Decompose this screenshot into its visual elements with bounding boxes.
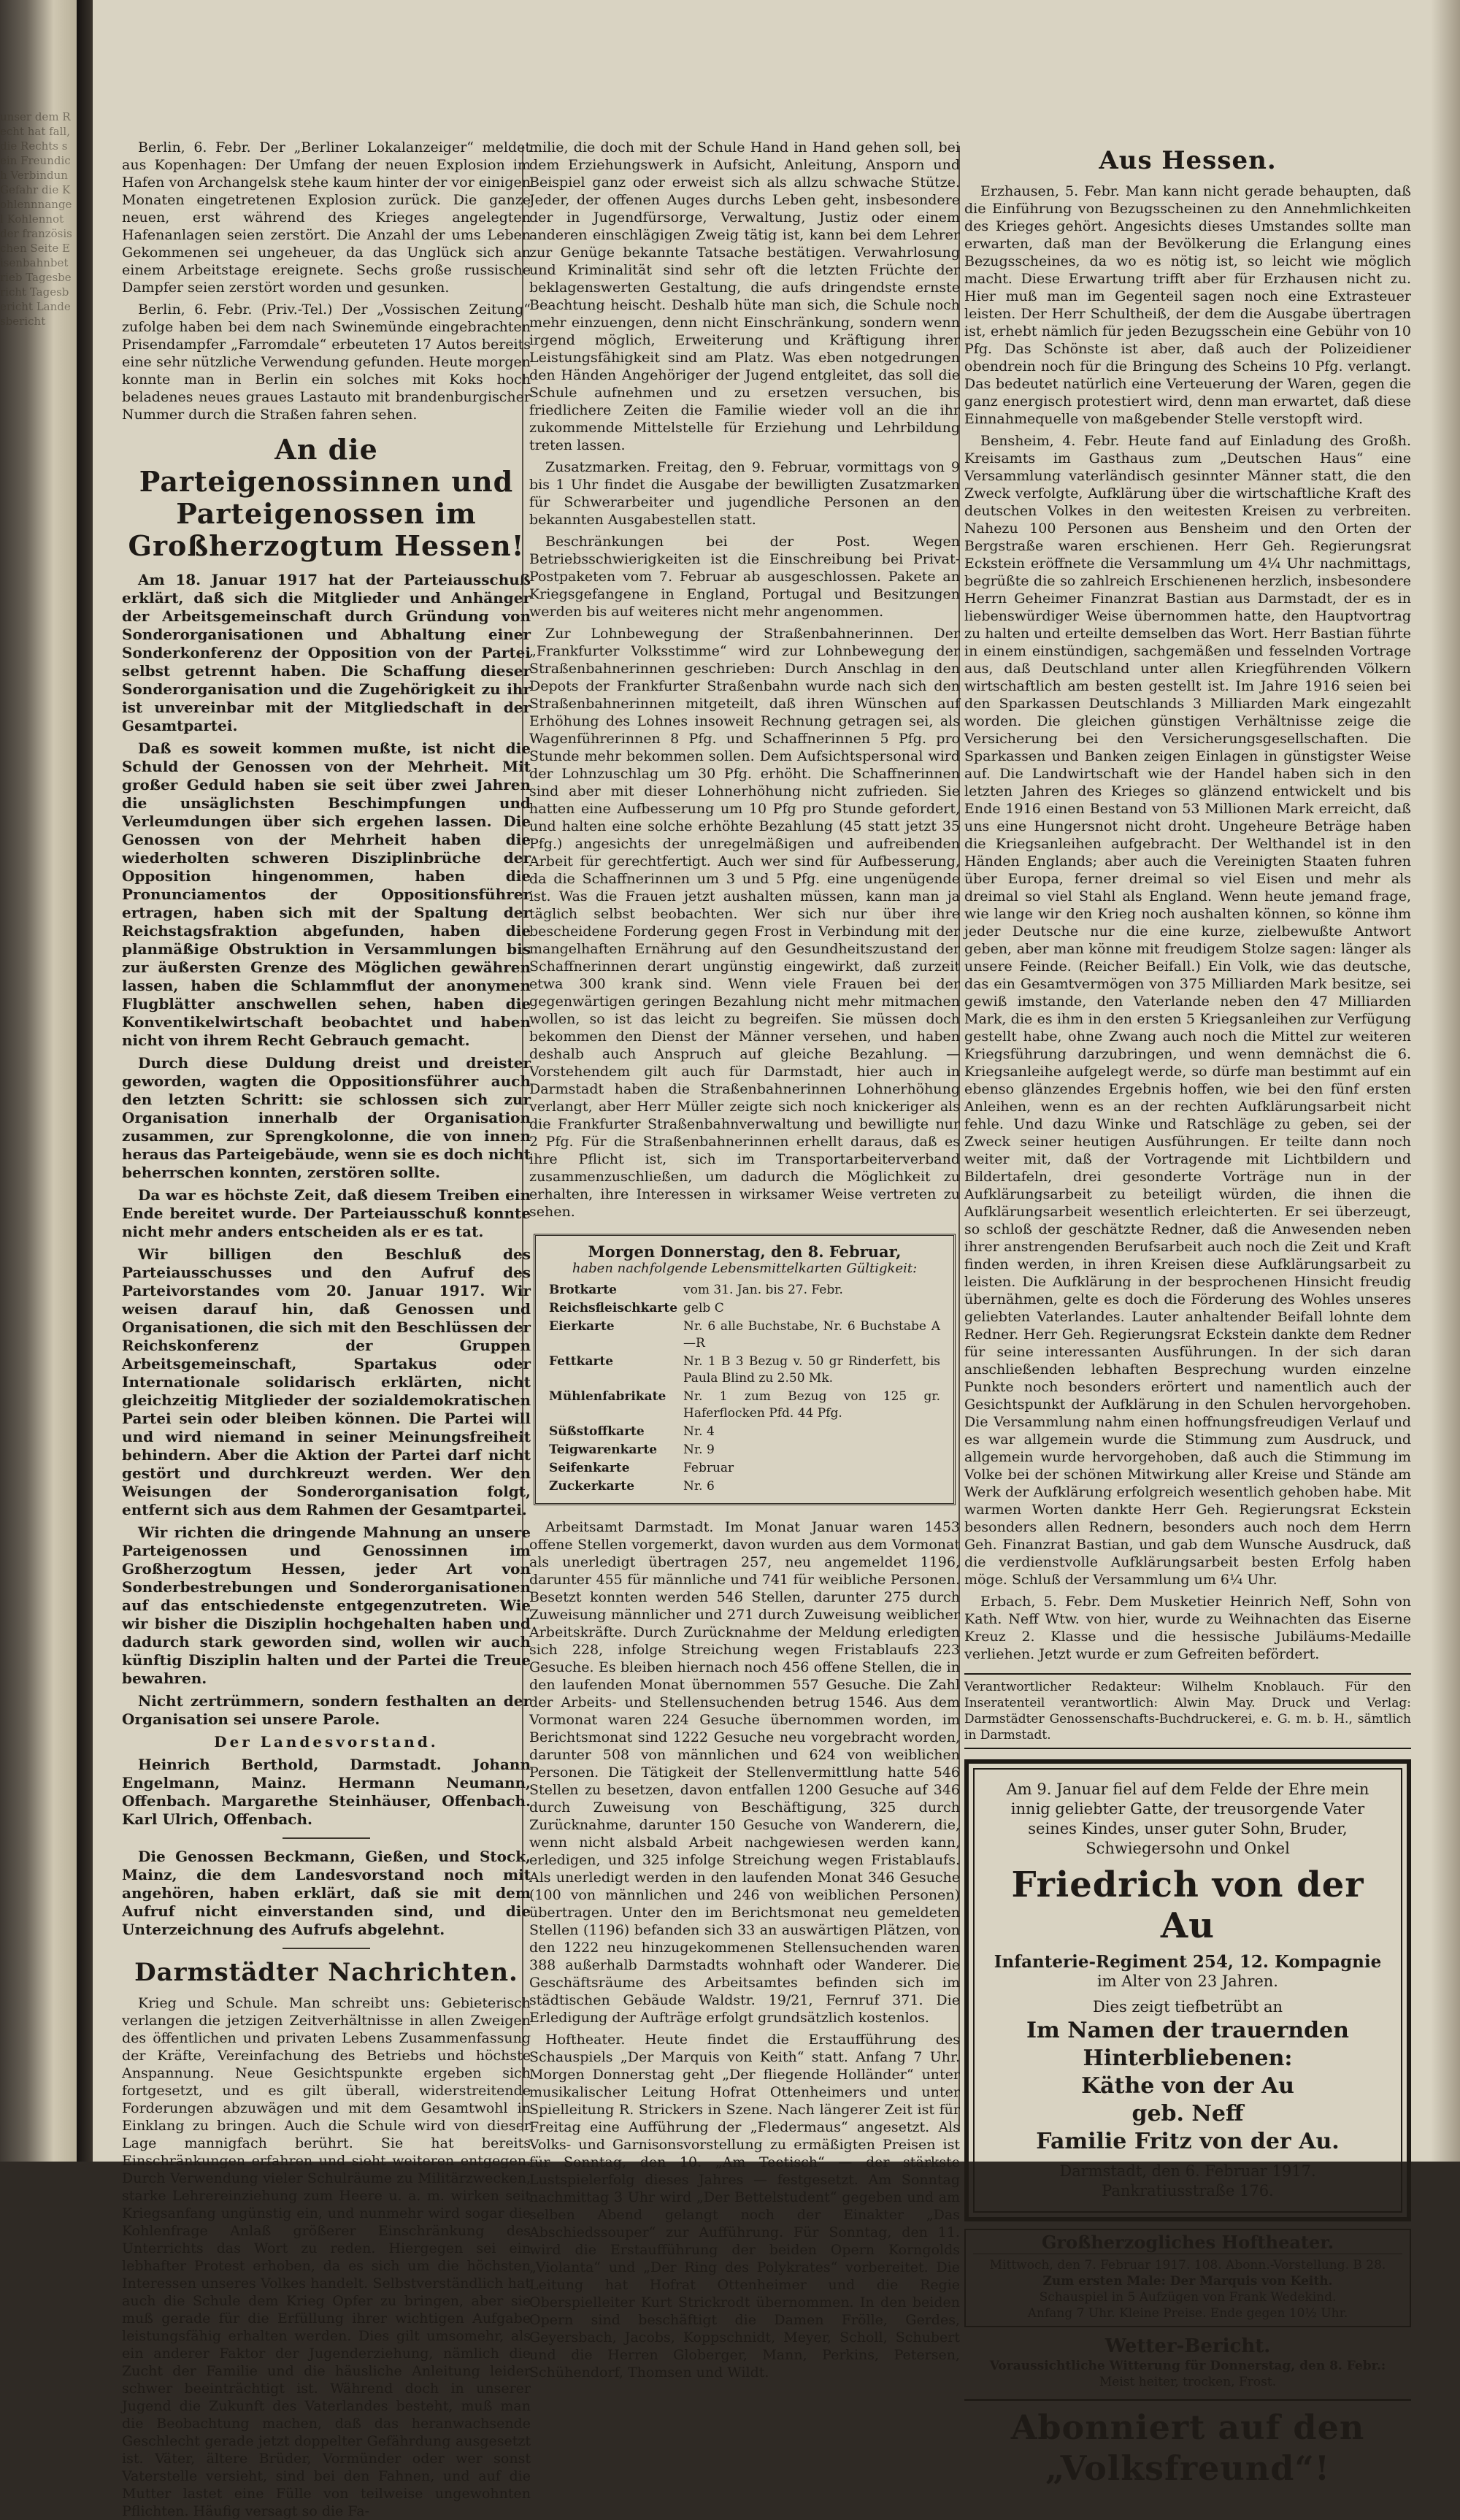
ration-card-validity: Nr. 4 (683, 1424, 715, 1439)
appeal-signature-head: Der Landesvorstand. (214, 1733, 439, 1751)
adjacent-page-spine (0, 0, 77, 2162)
section-heading-darmstadt: Darmstädter Nachrichten. (134, 1958, 518, 1987)
death-notice (964, 1759, 1411, 2221)
ration-card-validity: vom 31. Jan. bis 27. Febr. (683, 1283, 843, 1297)
ration-card-name: Mühlenfabrikate (549, 1389, 666, 1404)
article-arbeitsamt: Arbeitsamt Darmstadt. Im Monat Januar waren 1453 offene Stellen vorgemerkt, davon wurden aus dem Vormonat als unerledigt übertragen 257, neu angemeldet 1196, darunter 455 für männliche und 741 für weibliche Personen. Besetzt konnten werden 546 Stellen, darunter 275 durch Zuweisung männlicher und 271 durch Zuweisung weiblicher Arbeitskräfte. Durch Zurücknahme der Meldung erledigten sich 228, infolge Streichung wegen Fristablaufs 223 Gesuche. Es bleiben hiernach noch 456 offene Stellen, die in den laufenden Monat übernommen 557 Gesuche. Die Zahl der Arbeits- und Stellensuchenden betrug 1546. Aus dem Vormonat waren 224 Gesuche übernommen worden, im Berichtsmonat sind 1222 Gesuche neu vorgebracht worden, darunter 508 von männlichen und 624 von weiblichen Personen. Die Tätigkeit der Stellenvermittlung hatte 546 Stellen zu besetzen, davon entfallen 1200 Gesuche auf 346 durch Zuweisung von Beschäftigung, 325 durch Zurücknahme, darunter 150 Gesuche von Wanderern, die, wenn nicht alsbald Arbeit nachgewiesen werden kann, erledigen, und 325 infolge Streichung wegen Fristablaufs. Als unerledigt werden in den laufenden Monat 346 Gesuche (100 von männlichen und 246 von weiblichen Personen) übertragen. Unter den im Berichtsmonat neu gemeldeten Stellen (1196) befanden sich 33 an auswärtigen Plätzen, von den 1222 neu hinzugekommenen Stellensuchenden waren 388 außerhalb Darmstadts wohnhaft oder Wanderer. Die Geschäftsräume des Arbeitsamtes befinden sich im städtischen Gebäude Waldstr. 19/21, Fernruf 371. Die Erledigung der Aufträge erfolgt grundsätzlich kostenlos. (529, 1519, 960, 2026)
death-regiment: Infanterie-Regiment 254, 12. Kompagnie (994, 1952, 1382, 1972)
ration-row (546, 1299, 943, 1318)
theater-play: Zum ersten Male: Der Marquis von Keith. (1042, 2274, 1333, 2289)
ration-card-name: Süßstoffkarte (549, 1424, 645, 1439)
ration-card-name: Brotkarte (549, 1283, 617, 1297)
appeal-signatures: Heinrich Berthold, Darmstadt. Johann Engelmann, Mainz. Hermann Neumann, Offenbach. Margarethe Steinhäuser, Offenbach. Karl Ulrich, Offenbach. (122, 1756, 531, 1828)
appeal-paragraph: Daß es soweit kommen mußte, ist nicht die Schuld der Genossen von der Mehrheit. Mit großer Geduld haben sie seit über zwei Jahren die unsäglichsten Beschimpfungen und Verleumdungen über sich ergehen lassen. Die Genossen von der Mehrheit haben die wiederholten schweren Disziplinbrüche der Opposition hingenommen, haben die Pronunciamentos der Oppositionsführer ertragen, haben sich mit der Spaltung der Reichstagsfraktion abgefunden, haben die planmäßige Obstruktion in Versammlungen bis zur äußersten Grenze des Möglichen gewähren lassen, haben die Schlammflut der anonymen Flugblätter anschwellen sehen, haben die Konventikelwirtschaft beobachtet und haben nicht von ihrem Recht Gebrauch gemacht. (122, 740, 531, 1049)
appeal-body (122, 571, 531, 1939)
theater-title: Großherzogliches Hoftheater. (973, 2235, 1402, 2254)
weather-report (964, 2335, 1411, 2390)
subscription-slogan: Abonniert auf den „Volksfreund“! (964, 2399, 1411, 2489)
weather-forecast: Meist heiter, trocken, Frost. (1099, 2375, 1277, 2389)
divider (283, 1948, 370, 1949)
ration-card-validity: Nr. 1 zum Bezug von 125 gr. Haferflocken Pfd. 44 Pfg. (683, 1389, 940, 1421)
article-krieg-und-schule: Krieg und Schule. Man schreibt uns: Gebieterisch verlangen die jetzigen Zeitverhältnisse in allen Zweigen des öffentlichen und privaten Lebens Zusammenfassung der Kräfte, Vereinfachung des Betriebs und höchste Anspannung. Neue Gesichtspunkte ergeben sich fortgesetzt, und es gilt überall, widerstreitende Forderungen abzuwägen und mit dem Gesamtwohl in Einklang zu bringen. Auch die Schule wird von dieser Lage mannigfach berührt. Sie hat bereits Einschränkungen erfahren und sieht weiteren entgegen. Durch Verwendung vieler Schulräume zu Militärzwecken, starke Lehrereinziehung zum Heere u. a. m. wirken seit Kriegsanfang ungünstig ein, und nunmehr wird sogar die Kohlenfrage Anlaß größerer Einschränkung des Unterrichts das Wort zu reden. Hiergegen sei ein lebhafter Protest erhoben, da es sich um die höchsten Interessen unseres Volkes handelt. Selbstverständlich hat auch die Schule dem Krieg Opfer zu bringen, aber sie muß gerade für die Erfüllung ihrer wichtigen Aufgabe leistungsfähig erhalten werden. Dies gilt umsomehr, als ein anderer Faktor der Jugenderziehung, nämlich die Zucht der Familie und die häusliche Anleitung leider schwer beeinträchtigt ist. Während doch in unserer Jugend die Zukunft des Vaterlandes besteht, muß man die Beobachtung machen, daß das heranwachsende Geschlecht gerade jetzt doppelter Gefährdung ausgesetzt ist. Väter, ältere Brüder, Vormünder oder wer sonst Vaterstelle versieht, sind bei den Fahnen, und auf die Mutter lastet eine Fülle von teilweise ungewohnten Pflichten. Häufig versagt so die Fa- (122, 1995, 531, 2519)
ration-card-name: Zuckerkarte (549, 1479, 635, 1494)
death-place-date: Darmstadt, den 6. Februar 1917. (1059, 2162, 1316, 2180)
theater-ad (964, 2229, 1411, 2327)
ration-box-subtitle: haben nachfolgende Lebensmittelkarten Gültigkeit: (572, 1261, 918, 1276)
weather-forecast-date: Voraussichtliche Witterung für Donnerstag, den 8. Febr.: (989, 2359, 1386, 2373)
appeal-note: Die Genossen Beckmann, Gießen, und Stock, Mainz, die dem Landesvorstand noch mit angehören, haben erklärt, daß sie mit dem Aufruf nicht einverstanden sind, und die Unterzeichnung des Aufrufs abgelehnt. (122, 1848, 531, 1938)
divider (283, 1837, 370, 1839)
ration-card-name: Reichsfleischkarte (549, 1301, 678, 1315)
appeal-paragraph: Nicht zertrümmern, sondern festhalten an der Organisation sei unsere Parole. (122, 1692, 531, 1728)
ration-card-validity: Nr. 6 (683, 1479, 715, 1494)
article-hoftheater: Hoftheater. Heute findet die Erstaufführung des Schauspiels „Der Marquis von Keith“ statt. Anfang 7 Uhr. Morgen Donnerstag geht „Der fliegende Holländer“ unter musikalischer Leitung Hofrat Ottenheimers und unter Spielleitung R. Strickers in Szene. Nach längerer Zeit ist für Freitag eine Aufführung der „Fledermaus“ angesetzt. Als Volks- und Garnisonsvorstellung zu ermäßigten Preisen ist für Sonntag, den 10. „Am Teetisch“ — der stärkste Lustspielerfolg dieses Jahres — festgesetzt. Am Sonntag nachmittag 3 Uhr wird „Der Bettelstudent“ gegeben und am selben Abend gelangt noch der Einakter „Das Abschiedssouper“ zur Aufführung. Für Sonntag, den 11. wird die Erstaufführung der beiden Opern Korngolds „Violanta“ und „Der Ring des Polykrates“ vorbereitet. Die Leitung hat Hofrat Ottenheimer und die Regie Oberspielleiter Kurt Strickrodt übernommen. In den beiden Opern sind beschäftigt die Damen Frölle, Gerdes, Geyersbach, Jacobs, Koppschnidt, Meyer, Scholl, Schubert und die Herren Globerger, Mann, Perkins, Petersen, Schühendorf, Thomsen und Wildt. (529, 2032, 960, 2381)
theater-date: Mittwoch, den 7. Februar 1917. 108. Abonn.-Vorstellung. B 28. (989, 2258, 1386, 2273)
death-announce: Dies zeigt tiefbetrübt an (1092, 1998, 1283, 2016)
ration-row (546, 1318, 943, 1353)
ration-card-name: Teigwarenkarte (549, 1443, 658, 1457)
appeal-paragraph: Wir billigen den Beschluß des Parteiausschusses und den Aufruf des Parteivorstandes vom 20. Januar 1917. Wir weisen darauf hin, daß Genossen und Organisationen, die sich mit den Beschlüssen der Reichskonferenz der Gruppen Arbeitsgemeinschaft, Spartakus oder Internationale solidarisch erklärten, nicht gleichzeitig Mitglieder der sozialdemokratischen Partei sein oder bleiben können. Die Partei will und wird niemand in seiner Meinungsfreiheit behindern. Aber die Aktion der Partei darf nicht gestört und durchkreuzt werden. Wer den Weisungen der Sonderorganisation folgt, entfernt sich aus dem Rahmen der Gesamtpartei. (122, 1245, 531, 1518)
appeal-paragraph: Da war es höchste Zeit, daß diesem Treiben ein Ende bereitet wurde. Der Parteiausschuß konnte nicht mehr anders entscheiden als er es tat. (122, 1186, 531, 1240)
imprint: Verantwortlicher Redakteur: Wilhelm Knoblauch. Für den Inseratenteil verantwortlich: Alwin May. Druck und Verlag: Darmstädter Genossenschafts-Buchdruckerei, e. G. m. b. H., sämtlich in Darmstadt. (964, 1673, 1411, 1749)
ration-card-validity: Nr. 9 (683, 1443, 715, 1457)
ration-row (546, 1353, 943, 1388)
ration-card-name: Eierkarte (549, 1319, 615, 1334)
column-3 (964, 139, 1411, 2488)
article-erbach: Erbach, 5. Febr. Dem Musketier Heinrich Neff, Sohn von Kath. Neff Wtw. von hier, wurde zu Weihnachten das Eiserne Kreuz 2. Klasse und die hessische Jubiläums-Medaille verliehen. Jetzt wurde er zum Gefreiten befördert. (964, 1594, 1411, 1662)
column-1 (122, 139, 531, 2519)
newspaper-page (93, 0, 1460, 2519)
binding-gutter (77, 0, 93, 2162)
death-widow: Käthe von der Au (1081, 2073, 1294, 2099)
death-family: Familie Fritz von der Au. (1036, 2129, 1340, 2154)
ration-card-validity: Nr. 1 B 3 Bezug v. 50 gr Rinderfett, bis Paula Blind zu 2.50 Mk. (683, 1354, 940, 1386)
death-street: Pankratiusstraße 176. (1102, 2182, 1274, 2200)
appeal-paragraph: Durch diese Duldung dreist und dreister geworden, wagten die Oppositionsführer auch den letzten Schritt: sie schlossen sich zur Organisation innerhalb der Organisation zusammen, zur Sprengkolonne, die von innen heraus das Parteigebäude, wenn sie es doch nicht beherrschen konnten, zerstören sollte. (122, 1054, 531, 1181)
article-strassenbahn: Zur Lohnbewegung der Straßenbahnerinnen. Der „Frankfurter Volksstimme“ wird zur Lohnbewegung der Straßenbahnerinnen geschrieben: Durch Anschlag in den Depots der Frankfurter Straßenbahn wurde nach sich den Straßenbahnerinnen mitgeteilt, daß ihren Wünschen auf Erhöhung des Lohnes insoweit Rechnung getragen sei, als Wagenführerinnen 8 Pfg. und Schaffnerinnen 5 Pfg. pro Stunde mehr bekommen sollen. Dem Aufsichtspersonal wird der Lohnzuschlag um 30 Pfg. erhöht. Die Schaffnerinnen sind aber mit dieser Lohnerhöhung nicht zufrieden. Sie hatten eine Aufbesserung um 10 Pfg pro Stunde gefordert, und halten eine solche erhöhte Bezahlung (45 statt jetzt 35 Pfg.) angesichts der unregelmäßigen und aufreibenden Arbeit für gerechtfertigt. Auch wer sind für Aufbesserung, da die Schaffnerinnen um 3 und 5 Pfg. eine ungenügende ist. Was die Frauen jetzt aushalten müssen, kann man ja täglich selbst beobachten. Wer sich nur über ihre bescheidene Forderung gegen Frost in Verbindung mit der mangelhaften Ernährung auf den Gesundheitszustand der Schaffnerinnen derart ungünstig eingewirkt, daß zurzeit etwa 300 krank sind. Wenn viele Frauen bei der gegenwärtigen geringen Bezahlung nicht mehr mitmachen wollen, so ist das leicht zu begreifen. Sie müssen doch bekommen den Dienst der Männer versehen, und haben deshalb auch Anspruch auf gleiche Bezahlung. — Vorstehendem gilt auch für Darmstadt, hier auch in Darmstadt haben die Straßenbahnerinnen Lohnerhöhung verlangt, aber Herr Müller zeigte sich noch knickeriger als die Frankfurter Straßenbahnverwaltung und bewilligte nur 2 Pfg. Für die Straßenbahnerinnen erhellt daraus, daß es ihre Pflicht ist, sich im Transportarbeiterverband zusammenzuschließen, um dadurch die Möglichkeit zu erhalten, ihre Interessen in wirksamer Weise vertreten zu sehen. (529, 626, 960, 1220)
ration-row (546, 1388, 943, 1423)
ration-card-validity: gelb C (683, 1301, 724, 1315)
ration-table (546, 1281, 943, 1496)
weather-title: Wetter-Bericht. (1104, 2335, 1271, 2357)
section-heading-hessen: Aus Hessen. (1099, 146, 1277, 175)
ration-card-box (534, 1234, 956, 1505)
article-erzhausen: Erzhausen, 5. Febr. Man kann nicht gerade behaupten, daß die Einführung von Bezugsscheinen zu den Annehmlichkeiten des Krieges gehört. Angesichts dieses Umstandes sollte man erwarten, daß man der Bevölkerung die Erlangung eines Bezugsscheines, da wo es nötig ist, so leicht wie möglich macht. Diese Erwartung trifft aber für Erzhausen nicht zu. Hier muß man im Gegenteil sagen noch eine Extrasteuer leisten. Der Herr Schultheiß, der dem die Ausgabe übertragen ist, erhebt nämlich für jeden Bezugsschein eine Gebühr von 10 Pfg. Das Schönste ist aber, daß auch der Polizeidiener obendrein noch für die Bringung des Scheins 10 Pfg. verlangt. Das bedeutet natürlich eine Verteuerung der Waren, gegen die ganz energisch protestiert wird, denn man erwartet, daß diese Einnahmequelle von maßgebender Stelle verstopft wird. (964, 183, 1411, 427)
article-bensheim: Bensheim, 4. Febr. Heute fand auf Einladung des Großh. Kreisamts im Gasthaus zum „Deutschen Haus“ eine Versammlung vaterländisch gesinnter Männer statt, die den Zweck verfolgte, Aufklärung über die wirtschaftliche Kraft des deutschen Volkes in den weitesten Kreisen zu verbreiten. Nahezu 100 Personen aus Bensheim und den Orten der Bergstraße waren erschienen. Herr Geh. Regierungsrat Eckstein eröffnete die Versammlung um 4¼ Uhr nachmittags, begrüßte die so zahlreich Erschienenen herzlich, insbesondere Herrn Geheimer Finanzrat Bastian aus Darmstadt, der es in liebenswürdiger Weise übernommen hatte, den Hauptvortrag zu halten und erteilte demselben das Wort. Herr Bastian führte in einem einstündigen, sachgemäßen und fesselnden Vortrage aus, daß Deutschland unter allen Kriegführenden Völkern wirtschaftlich am besten gestellt ist. Im Jahre 1916 seien bei den Sparkassen Deutschlands 3 Milliarden Mark eingezahlt worden. Die gleichen günstigen Verhältnisse zeige die Versicherung bei den Versicherungsgesellschaften. Die Sparkassen und Banken zeigen Einlagen in günstigster Weise auf. Die Landwirtschaft wie der Handel haben sich in den letzten Jahren des Krieges so glänzend entwickelt und bis Ende 1916 einen Bestand von 53 Millionen Mark erreicht, daß uns eine Hungersnot nicht droht. Ungeheure Beträge haben die Kriegsanleihen aufgebracht. Der Welthandel ist in den Händen Englands; aber auch die Vereinigten Staaten fuhren über Europa, ferner dreimal so viel Eisen und mehr als dreimal so viel Stahl als England. Wenn heute jemand frage, wie lange wir den Krieg noch aushalten können, so könne ihm jeder Deutsche nur die eine kurze, zielbewußte Antwort geben, aber man könne mit freudigem Stolze sagen: länger als unsere Feinde. (Reicher Beifall.) Ein Volk, wie das deutsche, das ein Gesamtvermögen von 375 Milliarden Mark besitze, sei gewiß imstande, den Vaterlande neben den 47 Milliarden Mark, die es ihm in den ersten 5 Kriegsanleihen zur Verfügung gestellt habe, ohne Zwang auch noch die Mittel zur weiteren Kriegsführung darzubringen, und wenn demnächst die 6. Kriegsanleihe aufgelegt werde, so dürfe man bestimmt auf ein ebenso glänzendes Ergebnis hoffen, wie bei den fünf ersten Anleihen, wenn es an der rechten Aufklärungsarbeit nicht fehle. Und dazu Winke und Ratschläge zu geben, sei der Zweck seiner heutigen Ausführungen. Er teilte dann noch weiter mit, daß der Vortragende mit Lichtbildern und Bildertafeln, drei gesonderte Vorträge nun in der Aufklärungsarbeit zu beteiligt würden, die ihnen die Aufklärungsarbeit wesentlich erleichterten. Er sei überzeugt, so schloß der geschätzte Redner, daß die Anwesenden neben ihrer anstrengenden Berufsarbeit auch noch die Zeit und Kraft finden werden, in ihren Kreisen diese Aufklärungsarbeit zu leisten. Die Aufklärung in der besprochenen Hinsicht freudig übernähmen, gelte es doch die Förderung des Wohles unseres geliebten Vaterlandes. Lauter anhaltender Beifall lohnte dem Redner. Herr Geh. Regierungsrat Eckstein dankte dem Redner für seine interessanten Ausführungen. In der sich daran anschließenden lebhaften Besprechung wurden einzelne Punkte noch besonders erörtert und namentlich auch der Gesichtspunkt der Aufklärung in den Schulen hervorgehoben. Die Versammlung nahm einen hoffnungsfreudigen Verlauf und es war allgemein wurde die Stimmung zum Ausdruck, und allgemein wurde hervorgehoben, daß auch die Stimmung im Volke bei der schönen Mitwirkung aller Kreise und Stände am Werk der Aufklärung erfolgreich wesentlich gehoben habe. Mit warmen Worten dankte Herr Geh. Regierungsrat Eckstein besonders allen Rednern, besonders auch noch dem Herrn Geh. Finanzrat Bastian, und gab dem Wunsche Ausdruck, daß die verdienstvolle Aufklärungsarbeit besten Erfolg haben möge. Schluß der Versammlung um 6¼ Uhr. (964, 433, 1411, 1588)
death-family-line: Im Namen der trauernden Hinterbliebenen: (1026, 2018, 1349, 2071)
adjacent-page-text: unser dem Recht hat fall, die Rechts sein Freundich Verbindun Gefahr die Kohlennnangel Kohlennot der französischen Seite Eisenbahnbetrieb Tagesbericht Tagesbericht Landesbericht (0, 110, 72, 328)
article-zusatzmarken: Zusatzmarken. Freitag, den 9. Februar, vormittags von 9 bis 1 Uhr findet die Ausgabe der bewilligten Zusatzmarken für Schwerarbeiter und jugendliche Personen an den bekannten Ausgabestellen statt. (529, 459, 960, 528)
ration-card-validity: Nr. 6 alle Buchstabe, Nr. 6 Buchstabe A—R (683, 1319, 940, 1351)
article-continuation: milie, die doch mit der Schule Hand in Hand gehen soll, bei dem Erziehungswerk in Aufsicht, Anleitung, Ansporn und Beispiel ganz oder erweist sich als allzu schwache Stütze. Jeder, der offenen Auges durchs Leben geht, insbesondere der in Jugendfürsorge, Verwaltung, Justiz oder einem anderen einschlägigen Zweig tätig ist, kann bei dem Lehrer zur Genüge bekannte Tatsache bestätigen. Verwahrlosung und Kriminalität sind sehr oft die letzten Früchte der beklagenswerten Gestaltung, die aufs dringendste ernste Beachtung heischt. Deshalb hüte man sich, die Schule noch mehr einzuengen, denn nicht Einschränkung, sondern wenn irgend möglich, Erweiterung und Kräftigung ihrer Leistungsfähigkeit sind am Platz. Was eben notgedrungen den Händen Angehöriger der Jugend entgleitet, das soll die Schule aufnehmen und zu ersetzen versuchen, bis friedlichere Zeiten die Familie wieder voll an die ihr zukommende Mittelstelle für Erziehung und Lehrbildung treten lassen. (529, 139, 960, 453)
appeal-paragraph: Am 18. Januar 1917 hat der Parteiausschuß erklärt, daß sich die Mitglieder und Anhänger der Arbeitsgemeinschaft durch Gründung von Sonderorganisationen und Abhaltung einer Sonderkonferenz der Opposition von der Partei selbst getrennt haben. Die Schaffung dieser Sonderorganisation und die Zugehörigkeit zu ihr ist unvereinbar mit der Mitgliedschaft in der Gesamtpartei. (122, 571, 531, 734)
ration-row (546, 1423, 943, 1441)
appeal-paragraph: Wir richten die dringende Mahnung an unsere Parteigenossen und Genossinnen im Großherzogtum Hessen, jeder Art von Sonderbestrebungen und Sonderorganisationen auf das entschiedenste entgegenzutreten. Wie wir bisher die Disziplin hochgehalten haben und dadurch stark geworden sind, wollen wir auch künftig Disziplin halten und der Partei die Treue bewahren. (122, 1524, 531, 1687)
ration-row (546, 1478, 943, 1496)
death-intro: Am 9. Januar fiel auf dem Felde der Ehre mein innig geliebter Gatte, der treusorgende Vater seines Kindes, unser guter Sohn, Bruder, Schwiegersohn und Onkel (1006, 1780, 1369, 1857)
ration-row (546, 1459, 943, 1478)
ration-box-title: Morgen Donnerstag, den 8. Februar, (588, 1242, 902, 1261)
column-2 (529, 139, 960, 2381)
death-nee: geb. Neff (1132, 2101, 1244, 2127)
ration-row (546, 1441, 943, 1459)
ration-row (546, 1281, 943, 1299)
ration-card-name: Fettkarte (549, 1354, 614, 1369)
theater-times: Anfang 7 Uhr. Kleine Preise. Ende gegen 10½ Uhr. (1027, 2306, 1348, 2321)
death-name: Friedrich von der Au (1011, 1864, 1364, 1946)
article-post: Beschränkungen bei der Post. Wegen Betriebsschwierigkeiten ist die Einschreibung bei Privat-Postpaketen vom 7. Februar ab ausgeschlossen. Pakete an Kriegsgefangene in England, Portugal und Besitzungen werden bis auf weiteres nicht mehr angenommen. (529, 534, 960, 620)
page-edge-shade (1431, 0, 1460, 2162)
appeal-headline: An die Parteigenossinnen und Parteigenossen im Großherzogtum Hessen! (128, 433, 525, 562)
ration-card-name: Seifenkarte (549, 1461, 630, 1475)
news-archangelsk: Berlin, 6. Febr. Der „Berliner Lokalanzeiger“ meldet aus Kopenhagen: Der Umfang der neuen Explosion im Hafen von Archangelsk stehe kaum hinter der vor einigen Monaten eingetretenen Explosion zurück. Die ganze neuen, erst während des Krieges angelegten Hafenanlagen seien zerstört. Die Anzahl der ums Leben Gekommenen sei ungeheuer, da das Unglück sich an einem Arbeitstage ereignete. Sechs große russische Dampfer seien zerstört worden und gesunken. (122, 139, 531, 296)
theater-author: Schauspiel in 5 Aufzügen von Frank Wedekind. (1039, 2290, 1337, 2305)
death-age: im Alter von 23 Jahren. (1096, 1972, 1278, 1990)
news-farromdale: Berlin, 6. Febr. (Priv.-Tel.) Der „Vossischen Zeitung“ zufolge haben bei dem nach Swinemünde eingebrachten Prisendampfer „Farromdale“ erbeuteten 17 Autos bereits eine sehr nützliche Verwendung gefunden. Heute morgen konnte man in Berlin ein solches mit Koks hoch beladenes neues graues Lastauto mit brandenburgischer Nummer durch die Straßen fahren sehen. (122, 301, 531, 423)
ration-card-validity: Februar (683, 1461, 734, 1475)
